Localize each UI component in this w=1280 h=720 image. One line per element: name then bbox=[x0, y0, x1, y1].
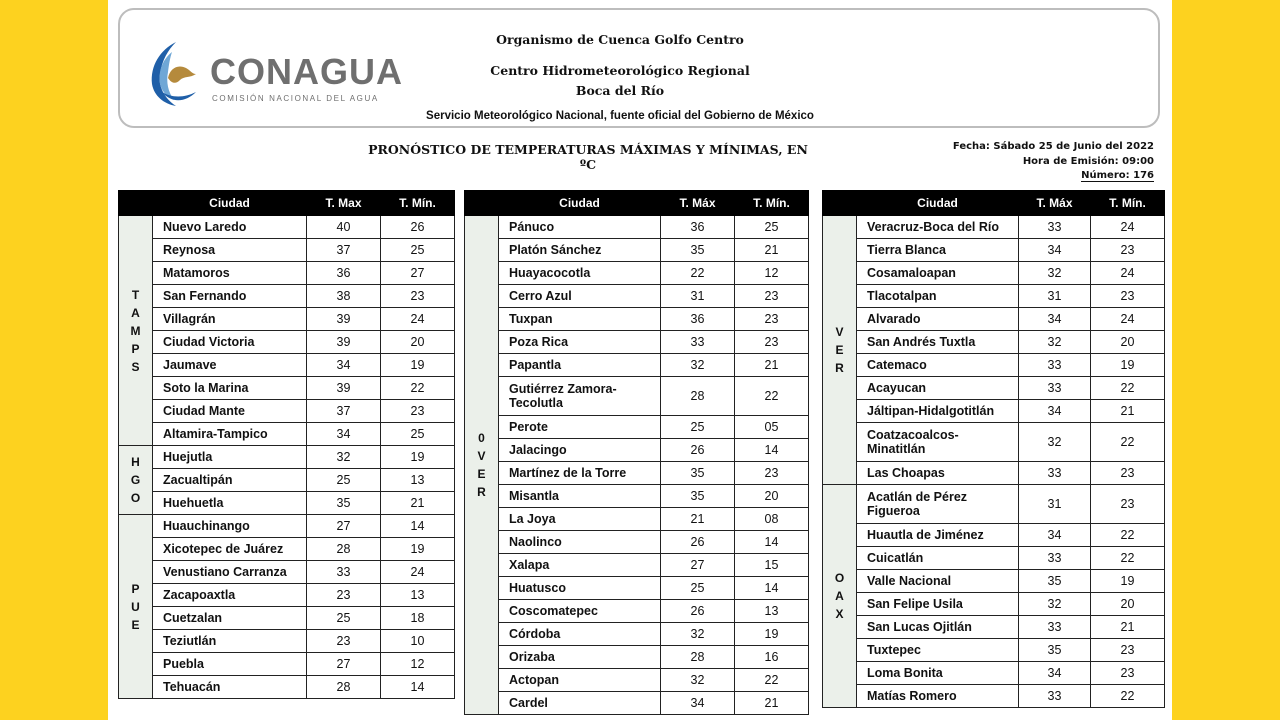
max-temp-cell: 34 bbox=[1019, 524, 1091, 547]
min-temp-cell: 23 bbox=[735, 331, 809, 354]
table-row bbox=[465, 623, 809, 646]
city-cell: Naolinco bbox=[499, 531, 661, 554]
max-temp-cell: 33 bbox=[1019, 547, 1091, 570]
min-temp-cell: 27 bbox=[381, 262, 455, 285]
city-cell: Matamoros bbox=[153, 262, 307, 285]
max-temp-cell: 33 bbox=[1019, 462, 1091, 485]
min-temp-cell: 20 bbox=[1091, 331, 1165, 354]
city-cell: Tierra Blanca bbox=[857, 239, 1019, 262]
table-row bbox=[119, 561, 455, 584]
table-row bbox=[823, 400, 1165, 423]
min-temp-cell: 14 bbox=[381, 515, 455, 538]
max-temp-cell: 33 bbox=[1019, 216, 1091, 239]
state-label-text: 0VER bbox=[477, 431, 486, 499]
city-cell: Jalacingo bbox=[499, 439, 661, 462]
city-column-header: Ciudad bbox=[857, 191, 1019, 216]
city-cell: Catemaco bbox=[857, 354, 1019, 377]
max-temp-cell: 35 bbox=[661, 239, 735, 262]
min-temp-cell: 25 bbox=[381, 239, 455, 262]
state-label-text: TAMPS bbox=[130, 287, 141, 374]
min-temp-cell: 13 bbox=[381, 584, 455, 607]
state-header-cell bbox=[119, 191, 153, 216]
max-temp-cell: 28 bbox=[661, 377, 735, 416]
table-row bbox=[465, 439, 809, 462]
max-temp-cell: 21 bbox=[661, 508, 735, 531]
city-cell: Actopan bbox=[499, 669, 661, 692]
max-temp-cell: 32 bbox=[661, 354, 735, 377]
table-row bbox=[465, 308, 809, 331]
header-box bbox=[118, 8, 1160, 128]
max-temp-cell: 31 bbox=[1019, 485, 1091, 524]
max-temp-cell: 32 bbox=[1019, 331, 1091, 354]
min-temp-cell: 22 bbox=[1091, 377, 1165, 400]
city-cell: Villagrán bbox=[153, 308, 307, 331]
table-row bbox=[119, 492, 455, 515]
logo-wordmark: CONAGUA bbox=[210, 51, 403, 92]
max-temp-cell: 31 bbox=[1019, 285, 1091, 308]
max-temp-cell: 33 bbox=[307, 561, 381, 584]
state-label bbox=[823, 485, 857, 708]
city-cell: Orizaba bbox=[499, 646, 661, 669]
state-header-cell bbox=[465, 191, 499, 216]
table-row bbox=[465, 462, 809, 485]
min-temp-cell: 19 bbox=[1091, 570, 1165, 593]
table-row bbox=[465, 216, 809, 239]
min-temp-cell: 20 bbox=[381, 331, 455, 354]
min-temp-cell: 14 bbox=[735, 439, 809, 462]
max-temp-cell: 23 bbox=[307, 630, 381, 653]
city-cell: Papantla bbox=[499, 354, 661, 377]
min-temp-cell: 21 bbox=[735, 692, 809, 715]
city-cell: San Lucas Ojitlán bbox=[857, 616, 1019, 639]
city-cell: Cuicatlán bbox=[857, 547, 1019, 570]
table-row bbox=[823, 593, 1165, 616]
min-temp-cell: 13 bbox=[381, 469, 455, 492]
city-cell: Huauchinango bbox=[153, 515, 307, 538]
city-cell: Alvarado bbox=[857, 308, 1019, 331]
table-row bbox=[823, 639, 1165, 662]
table-row bbox=[465, 377, 809, 416]
table-header-row bbox=[465, 191, 809, 216]
org-line: Organismo de Cuenca Golfo Centro bbox=[496, 32, 744, 47]
max-temp-cell: 33 bbox=[661, 331, 735, 354]
min-temp-cell: 10 bbox=[381, 630, 455, 653]
min-temp-cell: 23 bbox=[735, 308, 809, 331]
city-cell: Valle Nacional bbox=[857, 570, 1019, 593]
table-row bbox=[119, 446, 455, 469]
max-temp-cell: 34 bbox=[307, 354, 381, 377]
max-temp-cell: 36 bbox=[307, 262, 381, 285]
city-cell: Coscomatepec bbox=[499, 600, 661, 623]
min-temp-cell: 22 bbox=[1091, 547, 1165, 570]
service-line: Servicio Meteorológico Nacional, fuente oficial del Gobierno de México bbox=[426, 110, 814, 122]
min-temp-cell: 22 bbox=[735, 669, 809, 692]
max-temp-cell: 39 bbox=[307, 377, 381, 400]
city-cell: San Felipe Usila bbox=[857, 593, 1019, 616]
state-label bbox=[465, 216, 499, 715]
city-cell: Zacualtipán bbox=[153, 469, 307, 492]
table-row bbox=[119, 423, 455, 446]
table-row bbox=[465, 531, 809, 554]
max-temp-cell: 35 bbox=[661, 462, 735, 485]
table-row bbox=[465, 646, 809, 669]
max-temp-cell: 36 bbox=[661, 216, 735, 239]
city-cell: Loma Bonita bbox=[857, 662, 1019, 685]
max-temp-cell: 25 bbox=[307, 607, 381, 630]
page-title: PRONÓSTICO DE TEMPERATURAS MÁXIMAS Y MÍNIMAS, EN ºC bbox=[368, 142, 808, 172]
table-row bbox=[465, 554, 809, 577]
max-temp-cell: 23 bbox=[307, 584, 381, 607]
max-temp-cell: 33 bbox=[1019, 354, 1091, 377]
min-column-header: T. Mín. bbox=[735, 191, 809, 216]
table-row bbox=[465, 508, 809, 531]
table-row bbox=[823, 423, 1165, 462]
min-column-header: T. Mín. bbox=[381, 191, 455, 216]
min-temp-cell: 08 bbox=[735, 508, 809, 531]
table-row bbox=[465, 692, 809, 715]
min-temp-cell: 24 bbox=[1091, 308, 1165, 331]
min-temp-cell: 19 bbox=[735, 623, 809, 646]
max-temp-cell: 26 bbox=[661, 531, 735, 554]
city-cell: Acayucan bbox=[857, 377, 1019, 400]
min-temp-cell: 23 bbox=[1091, 639, 1165, 662]
min-temp-cell: 23 bbox=[1091, 285, 1165, 308]
min-temp-cell: 21 bbox=[381, 492, 455, 515]
max-temp-cell: 32 bbox=[1019, 423, 1091, 462]
table-row bbox=[823, 239, 1165, 262]
table-row bbox=[823, 570, 1165, 593]
table-row bbox=[465, 354, 809, 377]
min-temp-cell: 15 bbox=[735, 554, 809, 577]
forecast-table-1 bbox=[118, 190, 455, 699]
city-cell: Platón Sánchez bbox=[499, 239, 661, 262]
min-temp-cell: 13 bbox=[735, 600, 809, 623]
city-cell: Jáltipan-Hidalgotitlán bbox=[857, 400, 1019, 423]
logo-subtitle: COMISIÓN NACIONAL DEL AGUA bbox=[212, 94, 379, 103]
table-row bbox=[823, 685, 1165, 708]
table-row bbox=[823, 524, 1165, 547]
min-temp-cell: 25 bbox=[381, 423, 455, 446]
max-temp-cell: 34 bbox=[307, 423, 381, 446]
city-cell: La Joya bbox=[499, 508, 661, 531]
min-temp-cell: 21 bbox=[1091, 616, 1165, 639]
table-row bbox=[823, 485, 1165, 524]
table-row bbox=[119, 308, 455, 331]
max-temp-cell: 34 bbox=[1019, 662, 1091, 685]
city-cell: Coatzacoalcos-Minatitlán bbox=[857, 423, 1019, 462]
min-temp-cell: 20 bbox=[735, 485, 809, 508]
max-temp-cell: 39 bbox=[307, 331, 381, 354]
state-label-text: HGO bbox=[130, 455, 141, 505]
state-label-text: PUE bbox=[131, 581, 140, 632]
city-cell: Las Choapas bbox=[857, 462, 1019, 485]
city-cell: Huejutla bbox=[153, 446, 307, 469]
min-temp-cell: 22 bbox=[1091, 423, 1165, 462]
table-row bbox=[119, 469, 455, 492]
city-cell: Jaumave bbox=[153, 354, 307, 377]
table-row bbox=[465, 262, 809, 285]
min-temp-cell: 19 bbox=[381, 446, 455, 469]
max-temp-cell: 34 bbox=[1019, 400, 1091, 423]
max-temp-cell: 22 bbox=[661, 262, 735, 285]
max-temp-cell: 27 bbox=[661, 554, 735, 577]
table-row bbox=[119, 607, 455, 630]
table-row bbox=[119, 630, 455, 653]
table-row bbox=[465, 485, 809, 508]
table-row bbox=[119, 377, 455, 400]
min-temp-cell: 14 bbox=[381, 676, 455, 699]
city-cell: Reynosa bbox=[153, 239, 307, 262]
table-header-row bbox=[119, 191, 455, 216]
table-row bbox=[119, 676, 455, 699]
max-temp-cell: 32 bbox=[307, 446, 381, 469]
max-temp-cell: 26 bbox=[661, 600, 735, 623]
min-temp-cell: 23 bbox=[381, 400, 455, 423]
max-temp-cell: 35 bbox=[1019, 639, 1091, 662]
table-row bbox=[119, 262, 455, 285]
city-cell: Huayacocotla bbox=[499, 262, 661, 285]
max-temp-cell: 25 bbox=[661, 577, 735, 600]
min-temp-cell: 23 bbox=[1091, 239, 1165, 262]
table-row bbox=[119, 400, 455, 423]
table-row bbox=[465, 600, 809, 623]
city-cell: Zacapoaxtla bbox=[153, 584, 307, 607]
max-column-header: T. Máx bbox=[661, 191, 735, 216]
city-cell: Venustiano Carranza bbox=[153, 561, 307, 584]
city-cell: San Andrés Tuxtla bbox=[857, 331, 1019, 354]
state-label bbox=[119, 515, 153, 699]
forecast-table-3 bbox=[822, 190, 1165, 708]
max-temp-cell: 25 bbox=[661, 416, 735, 439]
min-temp-cell: 23 bbox=[735, 285, 809, 308]
city-cell: Soto la Marina bbox=[153, 377, 307, 400]
table-row bbox=[465, 331, 809, 354]
center-line-2: Boca del Río bbox=[575, 83, 665, 98]
max-temp-cell: 25 bbox=[307, 469, 381, 492]
min-temp-cell: 12 bbox=[735, 262, 809, 285]
city-cell: Altamira-Tampico bbox=[153, 423, 307, 446]
max-temp-cell: 37 bbox=[307, 239, 381, 262]
min-temp-cell: 21 bbox=[735, 239, 809, 262]
max-temp-cell: 28 bbox=[307, 676, 381, 699]
min-temp-cell: 23 bbox=[1091, 662, 1165, 685]
max-temp-cell: 40 bbox=[307, 216, 381, 239]
city-cell: Córdoba bbox=[499, 623, 661, 646]
table-row bbox=[465, 239, 809, 262]
max-temp-cell: 28 bbox=[661, 646, 735, 669]
min-temp-cell: 21 bbox=[735, 354, 809, 377]
city-cell: Xicotepec de Juárez bbox=[153, 538, 307, 561]
city-cell: Puebla bbox=[153, 653, 307, 676]
min-temp-cell: 18 bbox=[381, 607, 455, 630]
max-temp-cell: 32 bbox=[1019, 262, 1091, 285]
max-temp-cell: 35 bbox=[1019, 570, 1091, 593]
max-temp-cell: 34 bbox=[1019, 308, 1091, 331]
min-temp-cell: 16 bbox=[735, 646, 809, 669]
table-row bbox=[823, 662, 1165, 685]
city-cell: Tuxtepec bbox=[857, 639, 1019, 662]
city-cell: Veracruz-Boca del Río bbox=[857, 216, 1019, 239]
max-temp-cell: 37 bbox=[307, 400, 381, 423]
city-cell: Perote bbox=[499, 416, 661, 439]
max-temp-cell: 27 bbox=[307, 653, 381, 676]
city-cell: Tuxpan bbox=[499, 308, 661, 331]
table-row bbox=[119, 538, 455, 561]
city-cell: Ciudad Victoria bbox=[153, 331, 307, 354]
city-cell: Gutiérrez Zamora-Tecolutla bbox=[499, 377, 661, 416]
max-temp-cell: 33 bbox=[1019, 616, 1091, 639]
min-temp-cell: 19 bbox=[381, 354, 455, 377]
state-label bbox=[119, 446, 153, 515]
max-column-header: T. Max bbox=[307, 191, 381, 216]
table-row bbox=[119, 584, 455, 607]
min-temp-cell: 20 bbox=[1091, 593, 1165, 616]
table-row bbox=[119, 331, 455, 354]
min-temp-cell: 19 bbox=[381, 538, 455, 561]
table-row bbox=[465, 285, 809, 308]
min-temp-cell: 24 bbox=[1091, 262, 1165, 285]
table-row bbox=[823, 285, 1165, 308]
city-cell: Matías Romero bbox=[857, 685, 1019, 708]
city-column-header: Ciudad bbox=[153, 191, 307, 216]
table-row bbox=[823, 331, 1165, 354]
city-cell: Poza Rica bbox=[499, 331, 661, 354]
min-temp-cell: 23 bbox=[735, 462, 809, 485]
table-row bbox=[119, 653, 455, 676]
min-temp-cell: 24 bbox=[381, 561, 455, 584]
city-cell: San Fernando bbox=[153, 285, 307, 308]
city-cell: Teziutlán bbox=[153, 630, 307, 653]
max-temp-cell: 32 bbox=[661, 623, 735, 646]
city-cell: Huatusco bbox=[499, 577, 661, 600]
city-cell: Cuetzalan bbox=[153, 607, 307, 630]
table-row bbox=[119, 285, 455, 308]
forecast-document bbox=[108, 0, 1172, 720]
max-temp-cell: 34 bbox=[1019, 239, 1091, 262]
state-label-text: OAX bbox=[834, 571, 845, 621]
table-row bbox=[823, 377, 1165, 400]
city-cell: Martínez de la Torre bbox=[499, 462, 661, 485]
center-line-1: Centro Hidrometeorológico Regional bbox=[490, 63, 750, 78]
max-temp-cell: 34 bbox=[661, 692, 735, 715]
city-cell: Cerro Azul bbox=[499, 285, 661, 308]
max-temp-cell: 36 bbox=[661, 308, 735, 331]
city-cell: Pánuco bbox=[499, 216, 661, 239]
min-temp-cell: 21 bbox=[1091, 400, 1165, 423]
city-cell: Xalapa bbox=[499, 554, 661, 577]
state-label-text: VER bbox=[835, 325, 844, 375]
max-temp-cell: 28 bbox=[307, 538, 381, 561]
min-temp-cell: 26 bbox=[381, 216, 455, 239]
max-temp-cell: 31 bbox=[661, 285, 735, 308]
min-temp-cell: 24 bbox=[381, 308, 455, 331]
min-temp-cell: 23 bbox=[1091, 485, 1165, 524]
city-cell: Tlacotalpan bbox=[857, 285, 1019, 308]
max-temp-cell: 33 bbox=[1019, 685, 1091, 708]
meta-emission-time: Hora de Emisión: 09:00 bbox=[1022, 156, 1154, 167]
table-row bbox=[465, 577, 809, 600]
min-temp-cell: 22 bbox=[1091, 685, 1165, 708]
city-cell: Misantla bbox=[499, 485, 661, 508]
max-temp-cell: 35 bbox=[661, 485, 735, 508]
table-row bbox=[119, 216, 455, 239]
max-temp-cell: 38 bbox=[307, 285, 381, 308]
state-header-cell bbox=[823, 191, 857, 216]
city-cell: Ciudad Mante bbox=[153, 400, 307, 423]
min-temp-cell: 12 bbox=[381, 653, 455, 676]
table-row bbox=[823, 216, 1165, 239]
forecast-table-2 bbox=[464, 190, 809, 715]
max-temp-cell: 26 bbox=[661, 439, 735, 462]
state-label bbox=[119, 216, 153, 446]
min-temp-cell: 14 bbox=[735, 531, 809, 554]
min-temp-cell: 19 bbox=[1091, 354, 1165, 377]
city-cell: Acatlán de Pérez Figueroa bbox=[857, 485, 1019, 524]
table-row bbox=[823, 262, 1165, 285]
city-cell: Tehuacán bbox=[153, 676, 307, 699]
min-temp-cell: 23 bbox=[381, 285, 455, 308]
table-row bbox=[823, 462, 1165, 485]
meta-date: Fecha: Sábado 25 de Junio del 2022 bbox=[952, 141, 1154, 152]
min-temp-cell: 22 bbox=[1091, 524, 1165, 547]
meta-number: Número: 176 bbox=[1081, 170, 1154, 181]
table-row bbox=[823, 616, 1165, 639]
table-row bbox=[465, 669, 809, 692]
max-temp-cell: 33 bbox=[1019, 377, 1091, 400]
max-temp-cell: 39 bbox=[307, 308, 381, 331]
table-row bbox=[823, 354, 1165, 377]
table-row bbox=[119, 515, 455, 538]
min-temp-cell: 14 bbox=[735, 577, 809, 600]
min-temp-cell: 25 bbox=[735, 216, 809, 239]
city-cell: Cardel bbox=[499, 692, 661, 715]
city-cell: Huautla de Jiménez bbox=[857, 524, 1019, 547]
conagua-logo-icon bbox=[142, 38, 202, 108]
max-temp-cell: 35 bbox=[307, 492, 381, 515]
table-row bbox=[823, 308, 1165, 331]
city-cell: Huehuetla bbox=[153, 492, 307, 515]
min-column-header: T. Mín. bbox=[1091, 191, 1165, 216]
city-column-header: Ciudad bbox=[499, 191, 661, 216]
max-temp-cell: 32 bbox=[1019, 593, 1091, 616]
city-cell: Cosamaloapan bbox=[857, 262, 1019, 285]
min-temp-cell: 05 bbox=[735, 416, 809, 439]
min-temp-cell: 22 bbox=[735, 377, 809, 416]
table-row bbox=[119, 354, 455, 377]
city-cell: Nuevo Laredo bbox=[153, 216, 307, 239]
table-row bbox=[119, 239, 455, 262]
max-temp-cell: 27 bbox=[307, 515, 381, 538]
min-temp-cell: 23 bbox=[1091, 462, 1165, 485]
min-temp-cell: 24 bbox=[1091, 216, 1165, 239]
max-temp-cell: 32 bbox=[661, 669, 735, 692]
table-row bbox=[465, 416, 809, 439]
min-temp-cell: 22 bbox=[381, 377, 455, 400]
table-row bbox=[823, 547, 1165, 570]
max-column-header: T. Máx bbox=[1019, 191, 1091, 216]
table-header-row bbox=[823, 191, 1165, 216]
state-label bbox=[823, 216, 857, 485]
